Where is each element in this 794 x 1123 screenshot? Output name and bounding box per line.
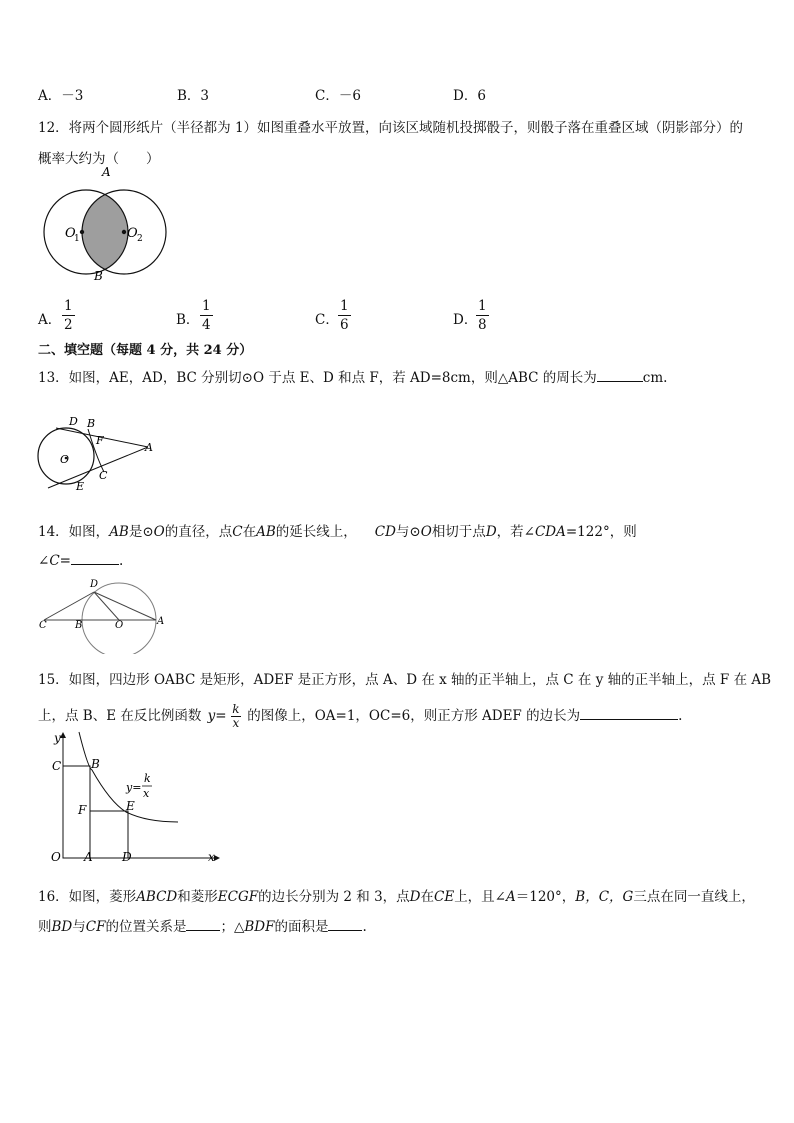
svg-text:k: k — [144, 772, 151, 785]
point-o2 — [122, 230, 126, 234]
q12-option-a-letter: A． — [38, 312, 62, 328]
q16-stem-line1: 16．如图，菱形ABCD和菱形ECGF的边长分别为 2 和 3，点D在CE上，且∠A＝120°，B，C，G三点在同一直线上， — [38, 889, 755, 905]
q12-option-b-letter: B． — [176, 312, 200, 328]
label-o2-sub: 2 — [137, 234, 143, 244]
svg-text:C: C — [52, 759, 62, 773]
svg-text:O: O — [51, 850, 61, 864]
q15-stem-line2: 上，点 B、E 在反比例函数 y= $\frac{k}{x}$ 的图像上，OA=1，OC=6，则正方形 ADEF 的边长为 . — [38, 702, 683, 730]
svg-text:B: B — [91, 757, 100, 771]
label-a: A — [102, 165, 111, 179]
q15-formula: y= $\frac{k}{x}$ — [207, 702, 240, 730]
q12-stem-line2: 概率大约为（ ） — [38, 151, 160, 167]
q12-option-c-letter: C． — [315, 312, 339, 328]
svg-text:C: C — [99, 469, 108, 482]
label-o1: O — [65, 226, 76, 241]
label-o2: O — [127, 226, 138, 241]
svg-text:D: D — [90, 579, 99, 590]
svg-text:O: O — [60, 453, 70, 466]
q14-answer-blank — [71, 564, 119, 565]
q15-stem-line1: 15．如图，四边形 OABC 是矩形，ADEF 是正方形，点 A、D 在 x 轴的正半轴上，点 C 在 y 轴的正半轴上，点 F 在 AB — [38, 672, 772, 688]
label-o1-sub: 1 — [74, 234, 80, 244]
q12-stem-line1: 12．将两个圆形纸片（半径都为 1）如图重叠水平放置，向该区域随机投掷骰子，则骰子落在重叠区域（阴影部分）的 — [38, 120, 744, 136]
q12-option-c-fraction: 1 6 — [340, 298, 349, 333]
q11-option-d: D．6 — [453, 88, 486, 104]
svg-text:D: D — [69, 415, 78, 428]
q16-stem-line2: 则BD与CF的位置关系是 ；△BDF的面积是 . — [38, 919, 367, 935]
q12-option-d-letter: D． — [453, 312, 478, 328]
svg-text:y: y — [54, 731, 61, 745]
svg-text:C: C — [39, 620, 47, 631]
svg-text:B: B — [87, 417, 96, 430]
q16-answer-blank-1 — [186, 930, 220, 931]
svg-text:A: A — [157, 616, 165, 627]
svg-text:y=: y= — [126, 781, 142, 794]
section-fill-in-title: 二、填空题（每题 4 分，共 24 分） — [38, 343, 253, 358]
q13-stem: 13．如图，AE，AD，BC 分别切⊙O 于点 E、D 和点 F，若 AD=8cm，则△ABC 的周长为 cm. — [38, 370, 668, 386]
q13-tangent-circle-figure — [36, 412, 160, 494]
svg-text:x: x — [143, 787, 150, 800]
q11-option-b: B．3 — [177, 88, 210, 104]
svg-text:O: O — [115, 620, 124, 631]
radius-od — [94, 592, 119, 620]
svg-text:A: A — [84, 850, 93, 864]
q15-coordinate-figure — [36, 730, 220, 868]
svg-text:F: F — [78, 803, 87, 817]
q13-answer-blank — [597, 381, 643, 382]
svg-text:B: B — [75, 620, 83, 631]
q11-option-c: C．－6 — [315, 88, 361, 104]
svg-text:x: x — [208, 850, 215, 864]
q16-answer-blank-2 — [328, 930, 362, 931]
point-o1 — [80, 230, 84, 234]
q14-stem-line2: ∠C= . — [38, 553, 124, 569]
q12-option-d-fraction: 1 8 — [478, 298, 487, 333]
q12-overlapping-circles-figure — [36, 162, 172, 284]
q12-option-b-fraction: 1 4 — [202, 298, 211, 333]
svg-text:F: F — [96, 434, 104, 447]
svg-text:E: E — [76, 480, 85, 493]
tangent-cd — [44, 592, 94, 620]
svg-text:E: E — [126, 799, 135, 813]
q14-circle-tangent-figure — [36, 576, 168, 654]
q15-answer-blank — [580, 719, 678, 720]
svg-text:A: A — [145, 441, 153, 454]
svg-text:D: D — [122, 850, 132, 864]
label-b: B — [94, 269, 103, 283]
q12-option-a-fraction: 1 2 — [64, 298, 73, 333]
q14-stem-line1: 14．如图，AB是⊙O的直径，点C在AB的延长线上， CD与⊙O相切于点D，若∠CDA=122°，则 — [38, 524, 637, 540]
q11-option-a: A．－3 — [38, 88, 84, 104]
